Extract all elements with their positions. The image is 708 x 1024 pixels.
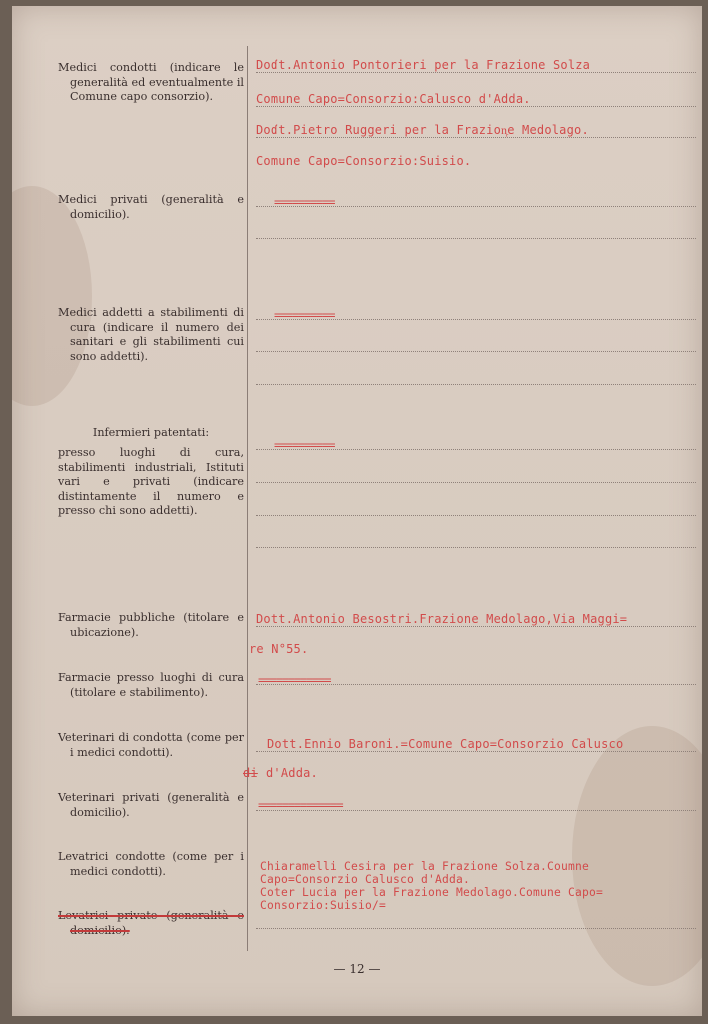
dotted-line	[256, 319, 696, 320]
entry-farmacie-luoghi-mark: ============	[258, 673, 331, 687]
label-infermieri: presso luoghi di cura, stabilimenti industriali, Istituti vari e privati (indicare distintamente il numero e presso chi sono addetti).	[58, 446, 244, 517]
entry-levatrici-condotte-1: Chiaramelli Cesira per la Frazione Solza.Coumne	[260, 860, 590, 873]
label-medici-condotti: Medici condotti (indicare le generalità ed eventualmente il Comune capo consorzio).	[58, 61, 244, 103]
label-levatrici-private: Levatrici private (generalità e domicilio).	[58, 909, 244, 937]
entry-medici-condotti-2: Comune Capo=Consorzio:Calusco d'Adda.	[256, 92, 531, 106]
entry-veterinari-condotta-2: d'Adda.	[266, 766, 318, 780]
label-veterinari-condotta: Veterinari di condotta (come per i medici condotti).	[58, 731, 244, 759]
page-number: — 12 —	[333, 962, 381, 976]
dotted-line	[256, 238, 696, 239]
dotted-line	[256, 810, 696, 811]
dotted-line	[256, 626, 696, 627]
entry-medici-condotti-1: Doɗt.Antonio Pontorieri per la Frazione Solza	[256, 58, 591, 72]
dotted-line	[256, 751, 696, 752]
dotted-line	[256, 384, 696, 385]
struck-mark: di	[243, 766, 258, 780]
label-levatrici-condotte: Levatrici condotte (come per i medici condotti).	[58, 850, 244, 878]
label-veterinari-privati: Veterinari privati (generalità e domicilio).	[58, 791, 244, 819]
dotted-line	[256, 72, 696, 73]
entry-medici-condotti-4: Comune Capo=Consorzio:Suisio.	[256, 154, 472, 168]
entry-infermieri-mark: ==========	[274, 438, 335, 452]
dotted-line	[256, 928, 696, 929]
label-infermieri-title: Infermieri patentati:	[92, 426, 210, 439]
entry-farmacie-pubbliche-1: Dott.Antonio Besostri.Frazione Medolago,Via Maggi=	[256, 612, 628, 626]
entry-farmacie-pubbliche-2: re N°55.	[249, 642, 309, 656]
label-farmacie-pubbliche: Farmacie pubbliche (titolare e ubicazione).	[58, 611, 244, 639]
dotted-line	[256, 515, 696, 516]
paper-stain	[572, 726, 702, 986]
document-page	[12, 6, 702, 1016]
dotted-line	[256, 547, 696, 548]
entry-levatrici-condotte-4: Consorzio:Suisio/=	[260, 899, 387, 912]
label-farmacie-luoghi-cura: Farmacie presso luoghi di cura (titolare e stabilimento).	[58, 671, 244, 699]
label-medici-addetti: Medici addetti a stabilimenti di cura (indicare il numero dei sanitari e gli stabilimenti cui sono addetti).	[58, 306, 244, 363]
dotted-line	[256, 449, 696, 450]
entry-levatrici-condotte-2: Capo=Consorzio Calusco d'Adda.	[260, 873, 471, 886]
entry-veterinari-privati-mark: ==============	[258, 798, 343, 812]
dotted-line	[256, 137, 696, 138]
entry-medici-condotti-3: Doɗt.Pietro Ruggeri per la Frazion᷊e Medolago.	[256, 123, 589, 137]
dotted-line	[256, 684, 696, 685]
dotted-line	[256, 482, 696, 483]
entry-medici-addetti-mark: ==========	[274, 308, 335, 322]
entry-medici-privati-mark: ==========	[274, 195, 335, 209]
dotted-line	[256, 106, 696, 107]
dotted-line	[256, 351, 696, 352]
label-medici-privati: Medici privati (generalità e domicilio).	[58, 193, 244, 221]
entry-levatrici-condotte-3: Coter Lucia per la Frazione Medolago.Comune Capo=	[260, 886, 604, 899]
entry-veterinari-condotta-1: Dott.Ennio Baroni.=Comune Capo=Consorzio Calusco	[267, 737, 624, 751]
column-divider	[247, 46, 248, 951]
dotted-line	[256, 206, 696, 207]
